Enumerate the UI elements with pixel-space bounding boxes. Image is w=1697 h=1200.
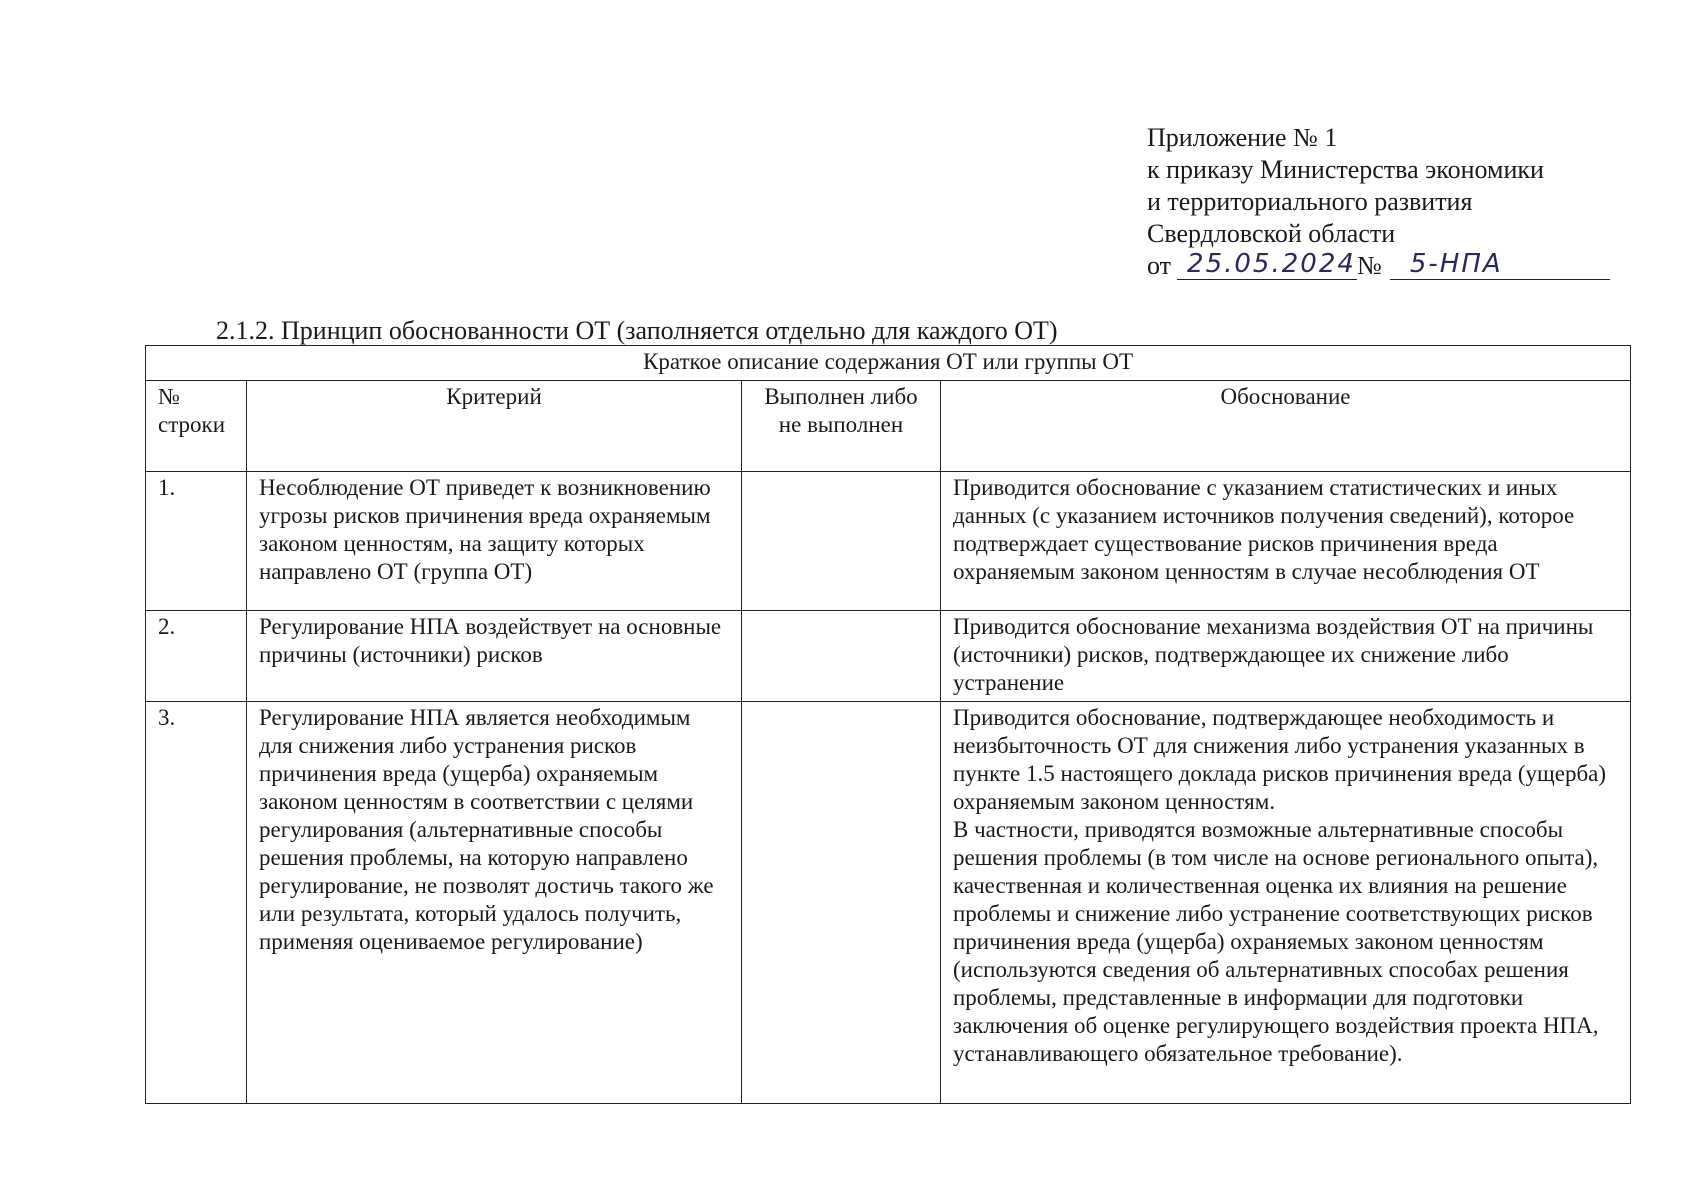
table-row (146, 472, 1631, 611)
row-number: 3. (146, 702, 247, 1104)
appendix-region: Свердловской области (1147, 219, 1396, 248)
number-prefix: № (1357, 251, 1382, 280)
row-criterion: Регулирование НПА является необходимым для снижения либо устранения рисков причинения вреда (ущерба) охраняемым законом ценностям в соответствии с целями регулирования (альтернативные способы решения проблемы, на которую направлено регулирование, не позволят достичь такого же или результата, который удалось получить, применяя оцениваемое регулирование) (247, 702, 742, 1104)
row-done (742, 611, 941, 702)
appendix-title: Приложение № 1 (1147, 123, 1338, 152)
appendix-ministry: и территориального развития (1147, 187, 1473, 216)
appendix-header (1147, 122, 1617, 282)
row-justification: Приводится обоснование с указанием статистических и иных данных (с указанием источников получения сведений), которое подтверждает существование рисков причинения вреда охраняемым законом ценностям в случае несоблюдения ОТ (941, 472, 1631, 611)
header-row-number: № строки (146, 381, 247, 472)
table-caption: Краткое описание содержания ОТ или группы ОТ (146, 346, 1631, 381)
row-done (742, 702, 941, 1104)
row-number: 1. (146, 472, 247, 611)
row-justification: Приводится обоснование, подтверждающее необходимость и неизбыточность ОТ для снижения либо устранения указанных в пункте 1.5 настоящего доклада рисков причинения вреда (ущерба) охраняемым законом ценностям. (953, 705, 1607, 814)
table-row (146, 611, 1631, 702)
header-criterion: Критерий (247, 381, 742, 472)
header-justification: Обоснование (941, 381, 1631, 472)
row-justification: Приводится обоснование механизма воздействия ОТ на причины (источники) рисков, подтверждающее их снижение либо устранение (941, 611, 1631, 702)
date-prefix: от (1147, 251, 1172, 280)
handwritten-date: 25.05.2024 (1177, 249, 1357, 280)
row-number: 2. (146, 611, 247, 702)
appendix-order-ref: к приказу Министерства экономики (1147, 155, 1544, 184)
order-date-number-line (1147, 250, 1617, 282)
row-criterion: Регулирование НПА воздействует на основные причины (источники) рисков (247, 611, 742, 702)
justification-table (145, 345, 1631, 1104)
row-criterion: Несоблюдение ОТ приведет к возникновению угрозы рисков причинения вреда охраняемым законом ценностям, на защиту которых направлено ОТ (группа ОТ) (247, 472, 742, 611)
row-justification-cell (941, 702, 1631, 1104)
table-header-row (146, 381, 1631, 472)
row-done (742, 472, 941, 611)
handwritten-order-number: 5-НПА (1390, 249, 1610, 280)
section-title: 2.1.2. Принцип обоснованности ОТ (заполняется отдельно для каждого ОТ) (216, 316, 1058, 345)
table-caption-row (146, 346, 1631, 381)
header-done: Выполнен либо не выполнен (742, 381, 941, 472)
table-row (146, 702, 1631, 1104)
row-justification-extra: В частности, приводятся возможные альтернативные способы решения проблемы (в том числе на основе регионального опыта), качественная и количественная оценка их влияния на решение проблемы и снижение либо устранение соответствующих рисков причинения вреда (ущерба) охраняемых законом ценностям (используются сведения об альтернативных способах решения проблемы, представленные в информации для подготовки заключения об оценке регулирующего воздействия проекта НПА, устанавливающего обязательное требование). (953, 817, 1599, 1066)
